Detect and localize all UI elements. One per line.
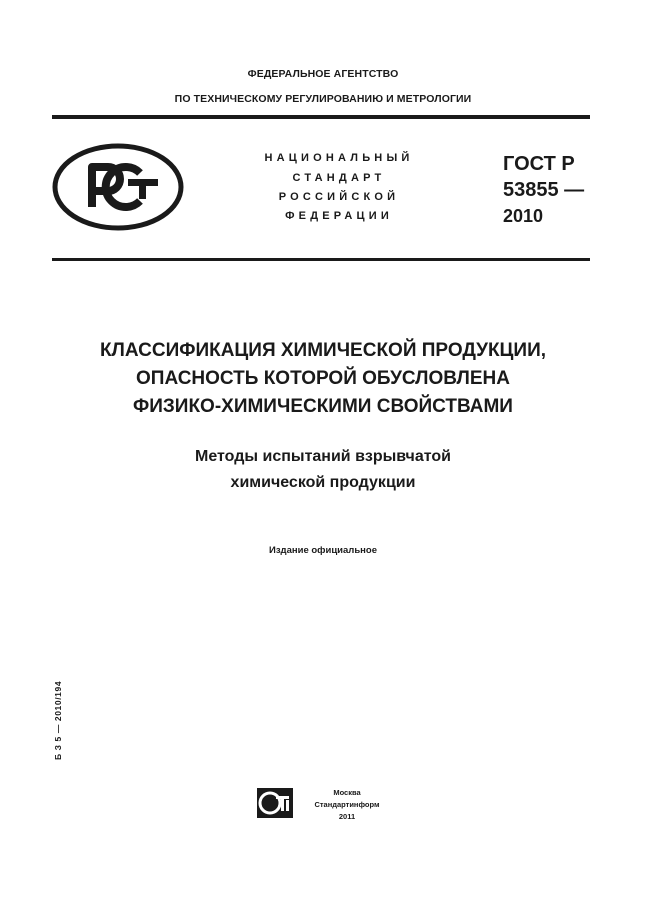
edition-note: Издание официальное (269, 545, 377, 556)
document-title (0, 337, 646, 421)
title-line-1: КЛАССИФИКАЦИЯ ХИМИЧЕСКОЙ ПРОДУКЦИИ, (99, 340, 547, 361)
header-divider-bottom (52, 258, 590, 261)
publisher-year: 2011 (338, 812, 356, 821)
subtitle-line-1: Методы испытаний взрывчатой (195, 448, 451, 465)
agency-name-line-1: ФЕДЕРАЛЬНОЕ АГЕНТСТВО (247, 68, 399, 80)
header-divider-top (52, 115, 590, 119)
side-catalog-code: Б З 5 — 2010/194 (53, 680, 63, 760)
agency-name-line-2: ПО ТЕХНИЧЕСКОМУ РЕГУЛИРОВАНИЮ И МЕТРОЛОГИИ (174, 93, 472, 105)
title-line-2: ОПАСНОСТЬ КОТОРОЙ ОБУСЛОВЛЕНА (136, 368, 510, 389)
standard-type-line-1: НАЦИОНАЛЬНЫЙ (264, 152, 414, 164)
rst-certification-logo-icon (52, 143, 184, 231)
standartinform-logo-icon (256, 787, 294, 819)
gost-number: 53855 — (503, 179, 585, 201)
gost-year: 2010 (503, 206, 544, 226)
document-subtitle (0, 444, 646, 496)
subtitle-line-2: химической продукции (230, 474, 416, 491)
standard-type-line-3: РОССИЙСКОЙ (278, 191, 400, 203)
publisher-name: Стандартинформ (314, 800, 380, 809)
standard-type-line-2: СТАНДАРТ (292, 172, 386, 184)
standard-type-line-4: ФЕДЕРАЦИИ (285, 210, 393, 222)
publisher-city: Москва (333, 788, 361, 797)
gost-label: ГОСТ Р (503, 153, 575, 175)
title-line-3: ФИЗИКО-ХИМИЧЕСКИМИ СВОЙСТВАМИ (133, 396, 513, 417)
